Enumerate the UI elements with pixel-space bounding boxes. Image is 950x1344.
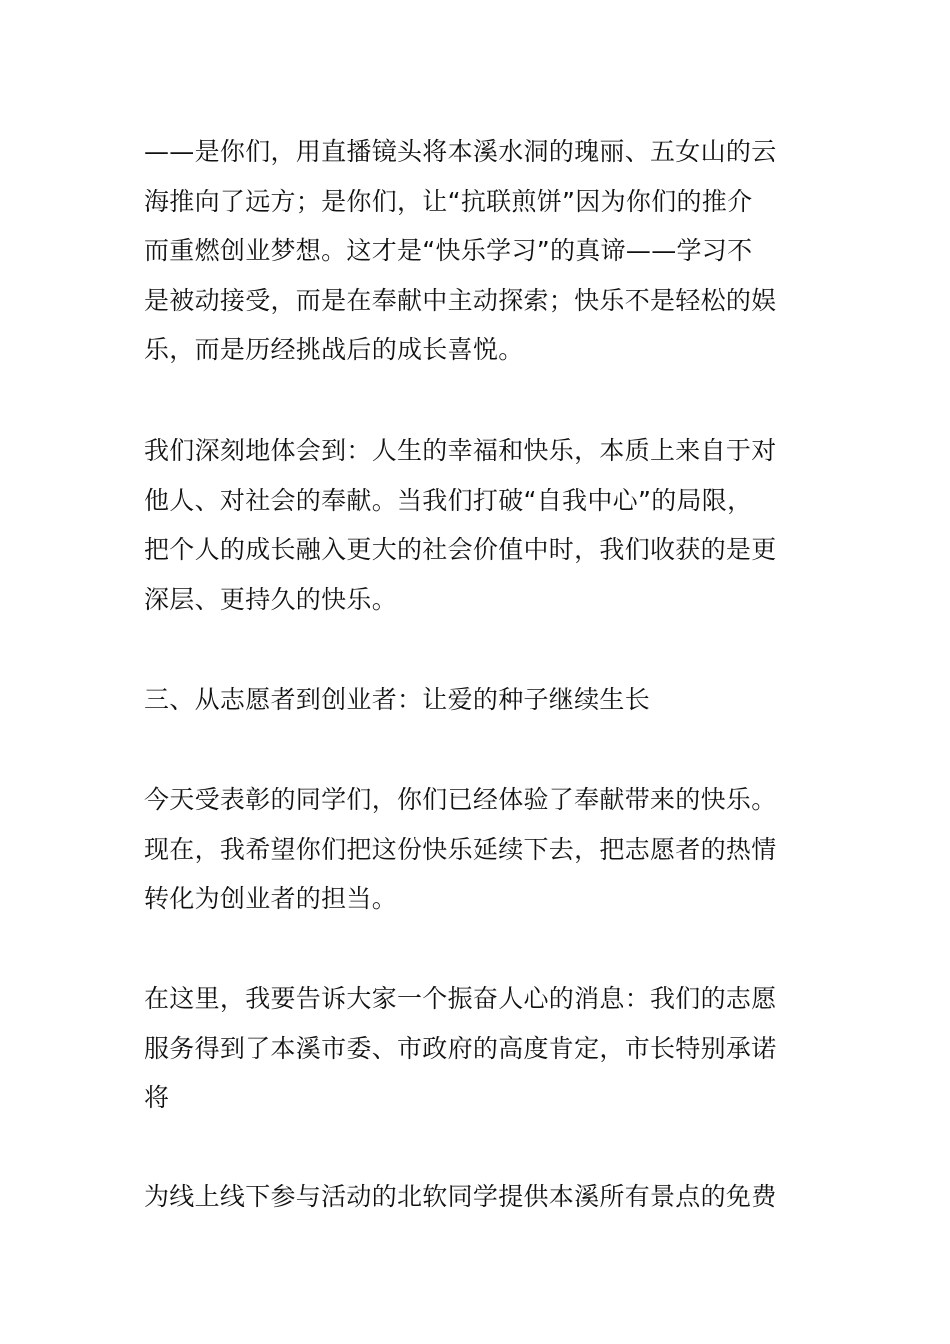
paragraph-free-tickets bbox=[144, 1172, 814, 1222]
text-line: ——是你们，用直播镜头将本溪水洞的瑰丽、五女山的云 bbox=[144, 137, 777, 166]
text-line: 而重燃创业梦想。这才是“快乐学习”的真谛——学习不 bbox=[144, 236, 753, 265]
paragraph-awardees bbox=[144, 775, 814, 924]
section-heading bbox=[144, 675, 814, 725]
text-line: 在这里，我要告诉大家一个振奋人心的消息：我们的志愿 bbox=[144, 984, 777, 1013]
text-line: 他人、对社会的奉献。当我们打破“自我中心”的局限， bbox=[144, 485, 753, 515]
text-line: 把个人的成长融入更大的社会价值中时，我们收获的是更 bbox=[144, 535, 777, 564]
text-line: 是被动接受，而是在奉献中主动探索；快乐不是轻松的娱 bbox=[144, 285, 777, 315]
text-line: 我们深刻地体会到：人生的幸福和快乐，本质上来自于对 bbox=[144, 436, 777, 465]
paragraph-announcement bbox=[144, 974, 814, 1123]
paragraph-livestream-promotion bbox=[144, 127, 814, 375]
text-line: 乐，而是历经挑战后的成长喜悦。 bbox=[144, 335, 524, 364]
text-line: 将 bbox=[144, 1083, 170, 1112]
section-heading-text: 三、从志愿者到创业者：让爱的种子继续生长 bbox=[144, 685, 651, 714]
paragraph-happiness-reflection bbox=[144, 426, 814, 624]
text-line: 现在，我希望你们把这份快乐延续下去，把志愿者的热情 bbox=[144, 834, 777, 864]
text-line: 转化为创业者的担当。 bbox=[144, 884, 398, 913]
text-line: 为线上线下参与活动的北软同学提供本溪所有景点的免费 bbox=[144, 1182, 777, 1211]
text-line: 海推向了远方；是你们，让“抗联煎饼”因为你们的推介 bbox=[144, 186, 753, 216]
text-line: 服务得到了本溪市委、市政府的高度肯定，市长特别承诺 bbox=[144, 1033, 777, 1063]
text-line: 今天受表彰的同学们，你们已经体验了奉献带来的快乐。 bbox=[144, 785, 777, 814]
text-line: 深层、更持久的快乐。 bbox=[144, 584, 398, 614]
